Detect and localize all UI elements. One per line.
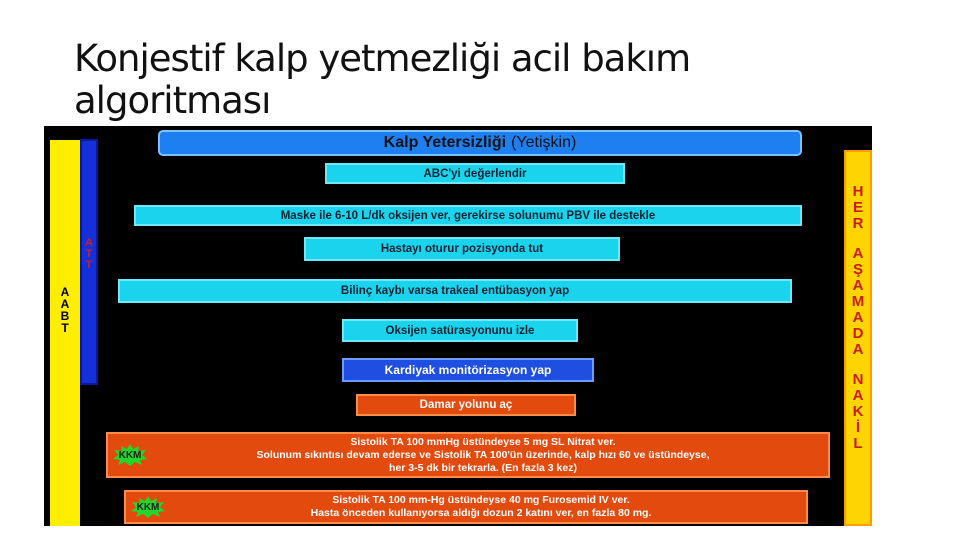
transport-label	[846, 184, 870, 452]
text-line: Sistolik TA 100 mm-Hg üstündeyse 40 mg Furosemid IV ver.	[332, 494, 630, 506]
kkm-nitrate-block	[106, 432, 830, 478]
step-abc: ABC'yi değerlendir	[325, 163, 625, 184]
kkm-nitrate-text	[257, 436, 710, 475]
kkm-furosemide-text	[311, 494, 652, 520]
step-sitting-position: Hastayı oturur pozisyonda tut	[304, 237, 620, 261]
step-cardiac-monitor: Kardiyak monitörizasyon yap	[342, 358, 594, 382]
header-light: (Yetişkin)	[511, 134, 577, 151]
algorithm-diagram	[44, 126, 872, 526]
transport-letter: A	[852, 277, 864, 294]
att-letter: A	[85, 237, 93, 249]
transport-letter: N	[852, 371, 864, 388]
text-line: Solunum sıkıntısı devam ederse ve Sistolik TA 100'ün üzerinde, kalp hızı 60 ve üstündeyse,	[256, 448, 710, 461]
transport-letter: A	[852, 309, 864, 326]
transport-letter: K	[852, 403, 864, 420]
diagram-header	[158, 130, 802, 156]
transport-letter: L	[853, 435, 863, 452]
text-line: her 3-5 dk bir tekrarla. (En fazla 3 kez)	[389, 461, 577, 474]
transport-letter: R	[852, 215, 864, 232]
transport-letter: A	[852, 245, 864, 262]
transport-letter: M	[851, 293, 865, 310]
transport-letter: D	[852, 325, 864, 342]
abbt-letter: A	[60, 285, 70, 299]
kkm-badge	[112, 444, 148, 466]
transport-letter: İ	[855, 419, 861, 436]
step-intubation: Bilinç kaybı varsa trakeal entübasyon yap	[118, 279, 792, 303]
att-letter: T	[85, 259, 93, 271]
att-letter: T	[85, 248, 93, 260]
transport-letter: A	[852, 341, 864, 358]
step-saturation: Oksijen satürasyonunu izle	[342, 319, 578, 342]
transport-letter: A	[852, 387, 864, 404]
transport-letter: E	[852, 199, 863, 216]
kkm-furosemide-block	[124, 490, 808, 524]
transport-letter: Ş	[852, 261, 863, 278]
abbt-label	[50, 286, 80, 334]
header-bold: Kalp Yetersizliği	[383, 134, 507, 151]
text-line: Sistolik TA 100 mmHg üstündeyse 5 mg SL Nitrat ver.	[350, 435, 616, 448]
transport-letter: H	[852, 183, 864, 200]
step-iv-access: Damar yolunu aç	[356, 394, 576, 416]
abbt-letter: A	[60, 297, 70, 311]
kkm-badge	[130, 496, 166, 518]
abbt-letter: T	[61, 321, 69, 335]
text-line: Hasta önceden kullanıyorsa aldığı dozun 2 katını ver, en fazla 80 mg.	[310, 507, 652, 519]
kkm-badge-label: KKM	[118, 449, 142, 461]
abbt-letter: B	[60, 309, 70, 323]
slide-title: Konjestif kalp yetmezliği acil bakım algoritması	[74, 37, 691, 122]
step-oxygen-mask: Maske ile 6-10 L/dk oksijen ver, gerekirse solunumu PBV ile destekle	[134, 205, 802, 226]
att-label	[82, 238, 96, 271]
kkm-badge-label: KKM	[136, 501, 160, 513]
